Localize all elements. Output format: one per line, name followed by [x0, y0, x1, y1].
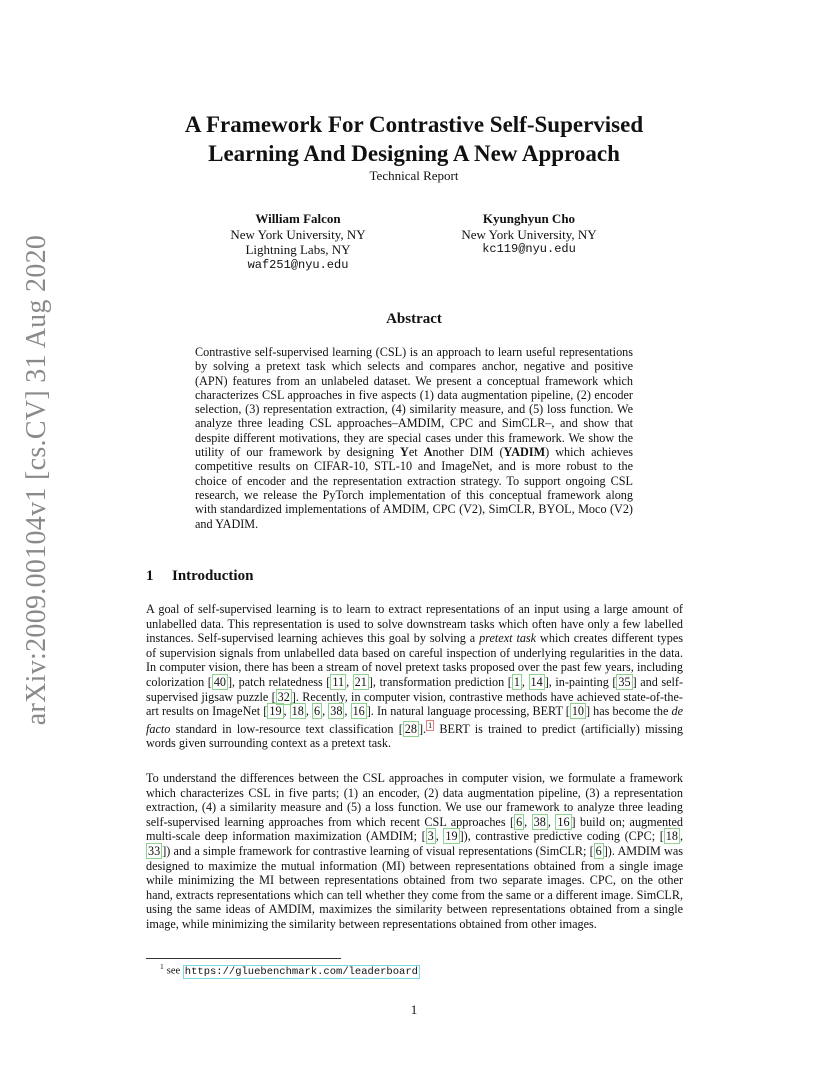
- body-text: BERT is trained to predict (artificially) missing words given surrounding context as a pretext task.: [146, 721, 683, 751]
- section-heading: [146, 568, 253, 585]
- citation-link[interactable]: 6: [595, 843, 602, 858]
- body-text: ,: [679, 829, 684, 844]
- body-text: standard in low-resource text classification [: [170, 721, 403, 736]
- body-text: ]. In natural language processing, BERT [: [366, 704, 570, 719]
- citation-link[interactable]: 35: [618, 674, 631, 689]
- body-text: ,: [322, 704, 329, 719]
- section-number: 1: [146, 568, 154, 584]
- body-text: ], patch relatedness [: [228, 674, 331, 689]
- body-text: ,: [547, 814, 556, 829]
- citation-link[interactable]: 18: [665, 829, 678, 844]
- footnote-link[interactable]: 1: [428, 720, 433, 730]
- author-affiliation: New York University, NY: [230, 226, 366, 242]
- emphasis: pretext task: [479, 631, 537, 646]
- emphasis: de facto: [146, 704, 683, 736]
- author-email[interactable]: kc119@nyu.edu: [482, 242, 576, 256]
- footnote-text: see: [166, 965, 183, 977]
- abstract-heading: Abstract: [386, 311, 442, 327]
- author-name: Kyunghyun Cho: [482, 211, 576, 226]
- citation-link[interactable]: 18: [291, 704, 304, 719]
- citation-link[interactable]: 33: [148, 843, 161, 858]
- paper-title: [0, 110, 828, 168]
- body-text: ] has become the: [586, 704, 672, 719]
- body-text: To understand the differences between the CSL approaches in computer vision, we formulate a framework which characterizes CSL in five parts; (1) an encoder, (2) data augmentation pipeline, (3) a representation extraction, (4) a similarity measure and (5) a loss function. We use our framework to analyze three leading self-supervised learning approaches from which recent CSL approaches [: [146, 771, 683, 829]
- citation-link[interactable]: 19: [269, 704, 282, 719]
- author-name: William Falcon: [255, 211, 341, 226]
- citation-link[interactable]: 16: [557, 814, 570, 829]
- title-line-1: A Framework For Contrastive Self-Supervised: [184, 112, 644, 137]
- acronym-letter: Y: [400, 445, 409, 460]
- page-number: 1: [410, 1002, 418, 1017]
- abstract-body: [195, 345, 633, 531]
- abstract-text: Contrastive self-supervised learning (CSL) is an approach to learn useful representations by solving a pretext task which selects and compares anchor, negative and positive (APN) features from an unlabeled dataset. We present a conceptual framework which characterizes CSL approaches in five aspects (1) data augmentation pipeline, (2) encoder selection, (3) representation extraction, (4) similarity measure, and (5) loss function. We analyze three leading CSL approaches–AMDIM, CPC and SimCLR–, and show that despite different motivations, they are special cases under this framework. We show the utility of our framework by designing: [195, 345, 633, 460]
- body-text: ,: [346, 674, 353, 689]
- citation-link[interactable]: 38: [330, 704, 343, 719]
- section-title: Introduction: [172, 568, 254, 584]
- citation-link[interactable]: 40: [213, 674, 226, 689]
- body-text: ]. Recently, in computer vision, contrastive methods have achieved state-of-the-art results on ImageNet [: [146, 689, 683, 719]
- citation-link[interactable]: 38: [533, 814, 546, 829]
- body-text: ], in-painting [: [544, 674, 617, 689]
- author-block-1: [188, 211, 408, 273]
- author-email[interactable]: waf251@nyu.edu: [247, 257, 349, 272]
- citation-link[interactable]: 21: [354, 674, 367, 689]
- author-affiliation: Lightning Labs, NY: [245, 242, 351, 257]
- author-block-2: [419, 211, 639, 258]
- abstract-text: nother DIM (: [432, 445, 504, 460]
- citation-link[interactable]: 32: [277, 689, 290, 704]
- citation-link[interactable]: 28: [404, 721, 417, 736]
- body-text: ,: [524, 814, 532, 829]
- footnote-mark: 1: [160, 962, 164, 971]
- citation-link[interactable]: 6: [314, 704, 321, 719]
- acronym-yadim: YADIM: [503, 445, 546, 460]
- arxiv-identifier: arXiv:2009.00104v1 [cs.CV] 31 Aug 2020: [21, 234, 52, 726]
- body-text: ]). AMDIM was designed to maximize the mutual information (MI) between representations obtained from a single image while minimizing the MI between representations obtained from two separate images. CPC, on the other hand, extracts representations which can tell whether they come from the same or a different image. SimCLR, using the same ideas of AMDIM, maximizes the similarity between representations obtained from a single image, while minimizing the similarity between representations obtained from other images.: [146, 843, 683, 931]
- body-text: ], transformation prediction [: [368, 674, 512, 689]
- intro-paragraph-2: [146, 771, 683, 932]
- citation-link[interactable]: 19: [445, 829, 458, 844]
- body-text: ] and self-supervised jigsaw puzzle [: [146, 674, 684, 704]
- footnote-divider: [146, 958, 341, 959]
- arxiv-sidebar-stamp: [21, 234, 52, 726]
- abstract-text: ) which achieves competitive results on CIFAR-10, STL-10 and ImageNet, and is more robust to the choice of encoder and the representation extraction strategy. To support ongoing CSL research, we release the PyTorch implementation of this conceptual framework along with standardized implementations of AMDIM, CPC (V2), SimCLR, BYOL, Moco (V2) and YADIM.: [195, 445, 634, 531]
- intro-paragraph-1: [146, 602, 683, 751]
- citation-link[interactable]: 3: [427, 829, 434, 844]
- body-text: ,: [344, 704, 351, 719]
- title-line-2: Learning And Designing A New Approach: [208, 141, 620, 166]
- body-text: ,: [283, 704, 290, 719]
- author-affiliation: New York University, NY: [461, 226, 597, 242]
- footnote: [160, 962, 420, 978]
- body-text: A goal of self-supervised learning is to learn to extract representations of an input using a large amount of unlabelled data. This representation is used to solve downstream tasks which often have only a few labelled instances. Self-supervised learning achieves this goal by solving a: [146, 602, 683, 646]
- citation-link[interactable]: 16: [352, 704, 365, 719]
- body-text: ,: [305, 704, 312, 719]
- body-text: which creates different types of supervision signals from unlabelled data based on careful inspection of underlying regularities in the data. In computer vision, there has been a stream of novel pretext tasks proposed over the past few years, including colorization [: [146, 631, 683, 689]
- citation-link[interactable]: 11: [332, 674, 345, 689]
- body-text: ,: [521, 674, 529, 689]
- body-text: ]), contrastive predictive coding (CPC; [: [459, 829, 664, 844]
- citation-link[interactable]: 14: [530, 674, 543, 689]
- citation-link[interactable]: 10: [571, 704, 585, 719]
- citation-link[interactable]: 1: [513, 674, 520, 689]
- acronym-letter: A: [423, 445, 433, 460]
- body-text: ] build on; augmented multi-scale deep information maximization (AMDIM; [: [146, 814, 684, 844]
- footnote-url-link[interactable]: https://gluebenchmark.com/leaderboard: [184, 965, 418, 978]
- paper-subtitle: Technical Report: [369, 168, 459, 183]
- body-text: ].: [418, 721, 427, 736]
- citation-link[interactable]: 6: [516, 814, 523, 829]
- body-text: ,: [435, 829, 444, 844]
- abstract-text: et: [408, 445, 424, 460]
- body-text: ]) and a simple framework for contrastive learning of visual representations (SimCLR; [: [162, 843, 594, 858]
